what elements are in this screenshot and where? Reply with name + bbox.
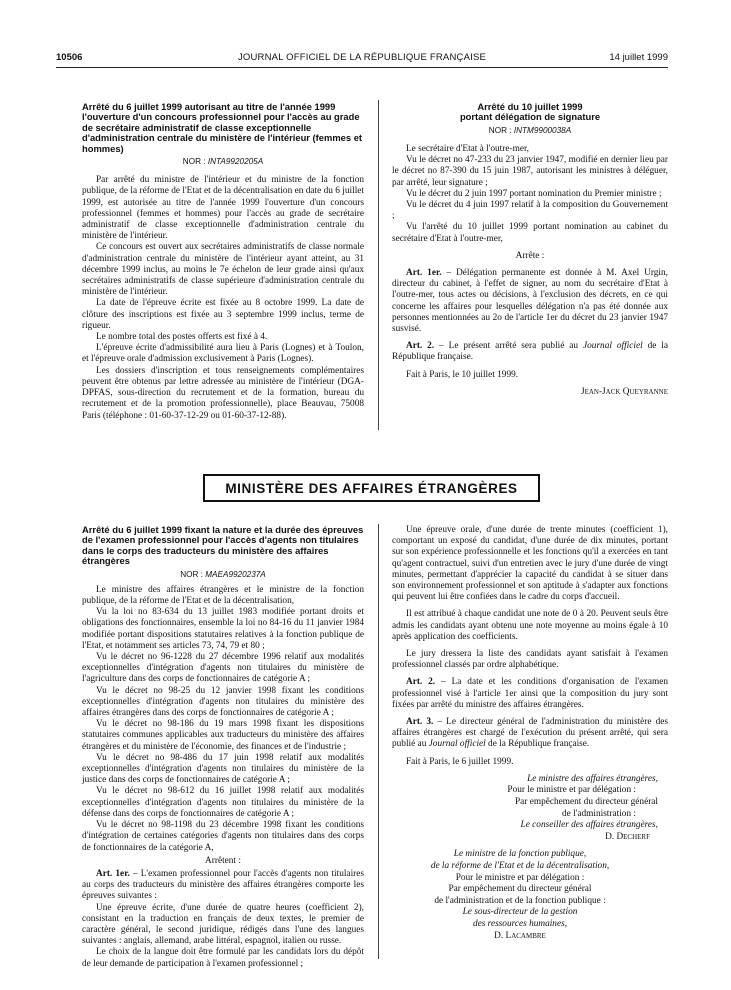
issue-date: 14 juillet 1999	[609, 52, 668, 63]
left-top-article	[82, 102, 364, 422]
ministry-banner: MINISTÈRE DES AFFAIRES ÉTRANGÈRES	[203, 474, 540, 502]
paragraph: Une épreuve orale, d'une durée de trente minutes (coefficient 1), comportant un exposé du candidat, d'une durée de dix minutes, portant sur son expérience professionnelle et les fonctions qu'il a exercées en tant qu'agent contractuel, suivi d'un entretien avec le jury d'une durée de vingt minutes, permettant d'apprécier la capacité du candidat à se situer dans son environnement professionnel et son aptitude à s'adapter aux fonctions qui peuvent lui être confiées dans le cadre du corps d'accueil.	[392, 525, 668, 603]
nor-reference: NOR : INTM9900038A	[488, 125, 572, 135]
signature: Jean-Jack Queyranne	[580, 386, 668, 397]
column-divider	[378, 100, 379, 430]
signature-block-2: Le ministre de la fonction publique, de la réforme de l'Etat et de la décentralisation, Pour le ministre et par délégation : Par empêchement du directeur général de l'administration et de la fonction publique : Le sous-directeur de la gestion des ressources humaines, D. Lacambre	[392, 849, 668, 942]
paragraph: L'épreuve écrite d'admissibilité aura lieu à Paris (Lognes) et à Toulon, et l'épreuve orale d'admission exclusivement à Paris (Lognes).	[82, 343, 364, 365]
left-bottom-article	[82, 525, 364, 970]
signature-block-1: Le ministre des affaires étrangères, Pour le ministre et par délégation : Par empêchement du directeur général de l'administration : Le conseiller des affaires étrangères, D. Decherf	[392, 774, 668, 844]
article-title: Arrêté du 6 juillet 1999 fixant la nature et la durée des épreuves de l'examen professionnel pour l'accès d'agents non titulaires dans le corps des traducteurs du ministère des affaires étrangères	[82, 524, 364, 567]
arretent-heading: Arrêtent :	[205, 855, 241, 866]
paragraph: Le ministre des affaires étrangères et le ministre de la fonction publique, de la réforme de l'Etat et de la décentralisation,	[82, 584, 364, 607]
visa: Vu le décret no 98-486 du 17 juin 1998 relatif aux modalités exceptionnelles d'intégration d'agents non titulaires du ministère de la justice dans des corps de fonctionnaires de catégorie A ;	[82, 752, 364, 786]
article-title: Arrêté du 10 juillet 1999 portant délégation de signature	[459, 101, 601, 123]
article-2: Art. 2. – La date et les conditions d'organisation de l'examen professionnel visé à l'article 1er ainsi que la composition du jury sont fixées par arrêté du ministre des affaires étrangères.	[392, 677, 668, 710]
paragraph: Ce concours est ouvert aux secrétaires administratifs de classe normale d'administration centrale du ministère de l'intérieur ayant atteint, au 31 décembre 1999 inclus, au moins le 7e échelon de leur grade ainsi qu'aux secrétaires administratifs de classe supérieure d'administration centrale du ministère de l'intérieur.	[82, 242, 364, 298]
nor-code: INTM9900038A	[513, 125, 572, 135]
article-title: Arrêté du 6 juillet 1999 autorisant au titre de l'année 1999 l'ouverture d'un concours professionnel pour l'accès au grade de secrétaire administratif de classe exceptionnelle d'administration centrale du ministère de l'intérieur (femmes et hommes)	[82, 101, 363, 154]
journal-title: JOURNAL OFFICIEL DE LA RÉPUBLIQUE FRANÇAISE	[237, 52, 487, 63]
article-3: Art. 3. – Le directeur général de l'administration du ministère des affaires étrangères est chargé de l'exécution du présent arrêté, qui sera publié au Journal officiel de la République française.	[392, 717, 668, 750]
fait-line: Fait à Paris, le 10 juillet 1999.	[406, 369, 519, 380]
paragraph: Le jury dressera la liste des candidats ayant satisfait à l'examen professionnel classés par ordre alphabétique.	[392, 649, 668, 671]
paragraph: Il est attribué à chaque candidat une note de 0 à 20. Peuvent seuls être admis les candidats ayant obtenu une note moyenne au moins égale à 10 après application des coefficients.	[392, 609, 668, 642]
fait-line: Fait à Paris, le 6 juillet 1999.	[406, 756, 514, 767]
page-header	[56, 52, 668, 66]
header-rule	[56, 67, 668, 68]
arrete-heading: Arrête :	[515, 250, 545, 261]
article-1: Art. 1er. – Délégation permanente est donnée à M. Axel Urgin, directeur du cabinet, à l'effet de signer, au nom du secrétaire d'Etat à l'outre-mer, tous actes ou décisions, à l'exclusion des décrets, en ce qui concerne les affaires pour lesquelles délégation n'a pas été donnée aux personnes mentionnées au 2o de l'article 1er du décret du 23 janvier 1947 susvisé.	[392, 268, 668, 335]
paragraph: La date de l'épreuve écrite est fixée au 8 octobre 1999. La date de clôture des inscriptions est fixée au 3 septembre 1999 inclus, terme de rigueur.	[82, 298, 364, 331]
article-1: Art. 1er. – L'examen professionnel pour l'accès d'agents non titulaires au corps des traducteurs du ministère des affaires étrangères comporte les épreuves suivantes :	[82, 868, 364, 902]
nor-code: INTA9920205A	[207, 157, 264, 167]
paragraph: Le choix de la langue doit être formulé par les candidats lors du dépôt de leur demande de participation à l'examen professionnel ;	[82, 947, 364, 969]
paragraph: Le nombre total des postes offerts est fixé à 4.	[96, 332, 268, 343]
article-2: Art. 2. – Le présent arrêté sera publié au Journal officiel de la République française.	[392, 341, 669, 363]
nor-reference: NOR : INTA9920205A	[182, 157, 264, 167]
right-top-article	[392, 102, 668, 398]
visa: Vu le décret no 98-25 du 12 janvier 1998 fixant les conditions exceptionnelles d'intégration d'agents non titulaires du ministère des affaires étrangères dans des corps de fonctionnaires de catégorie A ;	[82, 685, 364, 719]
nor-reference: NOR : MAEA9920237A	[180, 569, 266, 579]
visa: Vu le décret du 4 juin 1997 relatif à la composition du Gouvernement ;	[392, 200, 668, 222]
signature: D. Decherf	[605, 831, 650, 842]
visa: Vu l'arrêté du 10 juillet 1999 portant nomination au cabinet du secrétaire d'Etat à l'outre-mer,	[392, 222, 668, 244]
visa: Vu le décret no 47-233 du 23 janvier 1947, modifié en dernier lieu par le décret no 87-390 du 15 juin 1987, autorisant les ministres à déléguer, par arrêté, leur signature ;	[392, 155, 668, 188]
visa: Vu le décret no 98-612 du 16 juillet 1998 relatif aux modalités exceptionnelles d'intégration d'agents non titulaires du ministère de la défense dans des corps de fonctionnaires de catégorie A ;	[82, 786, 364, 819]
nor-code: MAEA9920237A	[205, 569, 266, 579]
visa: Vu le décret no 96-1228 du 27 décembre 1996 relatif aux modalités exceptionnelles d'intégration d'agents non titulaires du ministère de l'agriculture dans des corps de fonctionnaires de catégorie A ;	[82, 652, 364, 685]
right-bottom-article	[392, 525, 668, 942]
visa: Vu le décret no 98-1198 du 23 décembre 1998 fixant les conditions d'intégration de certaines catégories d'agents non titulaires dans des corps de fonctionnaires de la catégorie A,	[82, 820, 364, 853]
paragraph: Par arrêté du ministre de l'intérieur et du ministre de la fonction publique, de la réforme de l'Etat et de la décentralisation en date du 6 juillet 1999, est autorisée au titre de l'année 1999 l'ouverture d'un concours professionnel (femmes et hommes) pour l'accès au grade de secrétaire administratif de classe exceptionnelle d'administration centrale du ministère de l'intérieur.	[82, 175, 364, 242]
visa: Vu le décret du 2 juin 1997 portant nomination du Premier ministre ;	[406, 188, 662, 199]
paragraph: Une épreuve écrite, d'une durée de quatre heures (coefficient 2), consistant en la traduction en français de deux textes, le premier de caractère général, le second juridique, rédigés dans l'une des langues suivantes : anglais, allemand, arabe littéral, espagnol, italien ou russe.	[82, 902, 364, 947]
page-number: 10506	[56, 52, 83, 63]
signature: D. Lacambre	[494, 930, 546, 941]
visa: Vu le décret no 98-186 du 19 mars 1998 fixant les dispositions statutaires communes applicables aux traducteurs du ministère des affaires étrangères et du ministère de l'économie, des finances et de l'industrie ;	[82, 719, 364, 752]
visa: Vu la loi no 83-634 du 13 juillet 1983 modifiée portant droits et obligations des fonctionnaires, ensemble la loi no 84-16 du 11 janvier 1984 modifiée portant dispositions statutaires relatives à la fonction publique de l'Etat, et notamment ses articles 73, 74, 79 et 80 ;	[82, 607, 364, 651]
paragraph: Le secrétaire d'Etat à l'outre-mer,	[406, 144, 529, 155]
column-divider	[378, 524, 379, 959]
paragraph: Les dossiers d'inscription et tous renseignements complémentaires peuvent être obtenus par lettre adressée au ministère de l'intérieur (DGA-DPFAS, sous-direction du recrutement et de la formation, bureau du recrutement et de la promotion professionnelle), place Beauvau, 75008 Paris (téléphone : 01-60-37-12-29 ou 01-60-37-12-88).	[82, 365, 364, 421]
